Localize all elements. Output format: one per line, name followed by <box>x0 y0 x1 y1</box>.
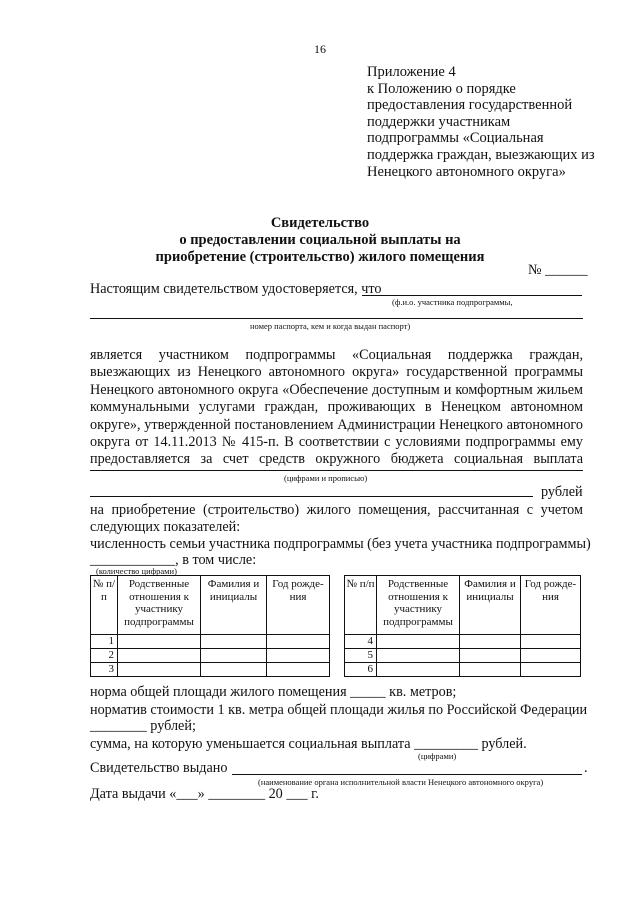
row-number: 6 <box>345 663 377 677</box>
header-name: Фамилия и инициалы <box>201 576 267 635</box>
row-number: 1 <box>91 635 118 649</box>
table-row <box>91 663 330 677</box>
fio-line <box>362 295 582 296</box>
norm-cost-line-2: ________ рублей; <box>90 718 196 734</box>
page-number: 16 <box>314 42 326 56</box>
hint-passport: номер паспорта, кем и когда выдан паспорт) <box>250 321 411 331</box>
body-line: коммунальными услугами граждан, проживающих в Ненецком автономном <box>90 399 583 416</box>
row-number: 5 <box>345 649 377 663</box>
table-row <box>345 649 581 663</box>
issued-line <box>232 774 582 775</box>
header-num: № п/п <box>91 576 118 635</box>
cell-relation[interactable] <box>377 663 460 677</box>
cell-relation[interactable] <box>118 635 201 649</box>
cell-name[interactable] <box>201 635 267 649</box>
table-row <box>345 635 581 649</box>
header-name: Фамилия и инициалы <box>460 576 521 635</box>
certify-text: Настоящим свидетельством удостоверяется, что <box>90 281 382 297</box>
body-line: предоставляется за счет средств окружного бюджета социальная выплата <box>90 451 583 468</box>
table-header-row <box>91 576 330 635</box>
certificate-number: № ______ <box>528 262 588 278</box>
table-row <box>345 663 581 677</box>
cell-relation[interactable] <box>118 649 201 663</box>
appendix-line: Ненецкого автономного округа» <box>367 163 566 180</box>
body-paragraph <box>90 347 583 469</box>
title-line: Свидетельство <box>270 215 370 231</box>
cell-name[interactable] <box>460 649 521 663</box>
row-number: 2 <box>91 649 118 663</box>
issued-label: Свидетельство выдано <box>90 760 228 776</box>
body-line: выезжающих из Ненецкого автономного округа» государственной программы <box>90 364 583 381</box>
purpose-line: на приобретение (строительство) жилого помещения, рассчитанная с учетом <box>90 502 583 518</box>
appendix-line: предоставления государственной <box>367 97 573 114</box>
family-table-left <box>90 575 330 677</box>
body-line: округе», утвержденной постановлением Администрации Ненецкого автономного <box>90 416 583 433</box>
header-relation: Родственные отношения к участнику подпрограммы <box>377 576 460 635</box>
header-year: Год рожде-ния <box>267 576 330 635</box>
cell-year[interactable] <box>267 649 330 663</box>
appendix-block <box>367 64 595 180</box>
appendix-line: поддержка граждан, выезжающих из <box>367 146 595 163</box>
body-line: Ненецкого автономного округа «Обеспечение доступным и комфортным жильем <box>90 381 583 398</box>
cell-name[interactable] <box>460 663 521 677</box>
cell-name[interactable] <box>460 635 521 649</box>
hint-count: (количество цифрами) <box>96 566 177 576</box>
norm-area: норма общей площади жилого помещения _____ кв. метров; <box>90 684 457 700</box>
hint-sum: (цифрами и прописью) <box>284 473 368 483</box>
sum-line-2 <box>90 496 533 497</box>
table-row <box>91 635 330 649</box>
family-count: ____________, в том числе: <box>90 552 257 568</box>
body-line: является участником подпрограммы «Социальная поддержка граждан, <box>90 347 583 363</box>
title-line: о предоставлении социальной выплаты на <box>179 232 461 248</box>
appendix-line: поддержки участникам <box>367 113 511 130</box>
cell-relation[interactable] <box>377 635 460 649</box>
family-table-right <box>344 575 581 677</box>
reduce-text: сумма, на которую уменьшается социальная выплата _________ рублей. <box>90 736 527 752</box>
norm-cost-line-1: норматив стоимости 1 кв. метра общей площади жилья по Российской Федерации <box>90 702 588 718</box>
row-number: 3 <box>91 663 118 677</box>
document-title <box>0 215 640 266</box>
hint-organ: (наименование органа исполнительной власти Ненецкого автономного округа) <box>258 777 544 787</box>
cell-relation[interactable] <box>377 649 460 663</box>
purpose-line: следующих показателей: <box>90 519 241 536</box>
family-line: численность семьи участника подпрограммы (без учета участника подпрограммы) <box>90 536 591 552</box>
purpose-paragraph <box>90 502 583 537</box>
hint-digits: (цифрами) <box>418 751 457 761</box>
issued-dot: . <box>584 760 588 776</box>
header-year: Год рожде-ния <box>521 576 581 635</box>
header-relation: Родственные отношения к участнику подпрограммы <box>118 576 201 635</box>
cell-year[interactable] <box>521 663 581 677</box>
header-num: № п/п <box>345 576 377 635</box>
cell-year[interactable] <box>521 635 581 649</box>
cell-year[interactable] <box>521 649 581 663</box>
appendix-line: к Положению о порядке <box>367 80 516 97</box>
rubles-label: рублей <box>541 484 583 500</box>
table-header-row <box>345 576 581 635</box>
title-line: приобретение (строительство) жилого помещения <box>155 249 485 265</box>
cell-name[interactable] <box>201 649 267 663</box>
cell-year[interactable] <box>267 635 330 649</box>
row-number: 4 <box>345 635 377 649</box>
hint-fio: (ф.и.о. участника подпрограммы, <box>392 297 513 307</box>
table-row <box>91 649 330 663</box>
cell-relation[interactable] <box>118 663 201 677</box>
appendix-line: Приложение 4 <box>367 64 456 80</box>
passport-line <box>90 318 583 319</box>
cell-year[interactable] <box>267 663 330 677</box>
body-line: округа от 14.11.2013 № 415-п. В соответствии с условиями подпрограммы ему <box>90 433 583 450</box>
cell-name[interactable] <box>201 663 267 677</box>
issue-date: Дата выдачи «___» ________ 20 ___ г. <box>90 786 319 802</box>
appendix-line: подпрограммы «Социальная <box>367 130 544 147</box>
sum-line <box>90 470 583 471</box>
